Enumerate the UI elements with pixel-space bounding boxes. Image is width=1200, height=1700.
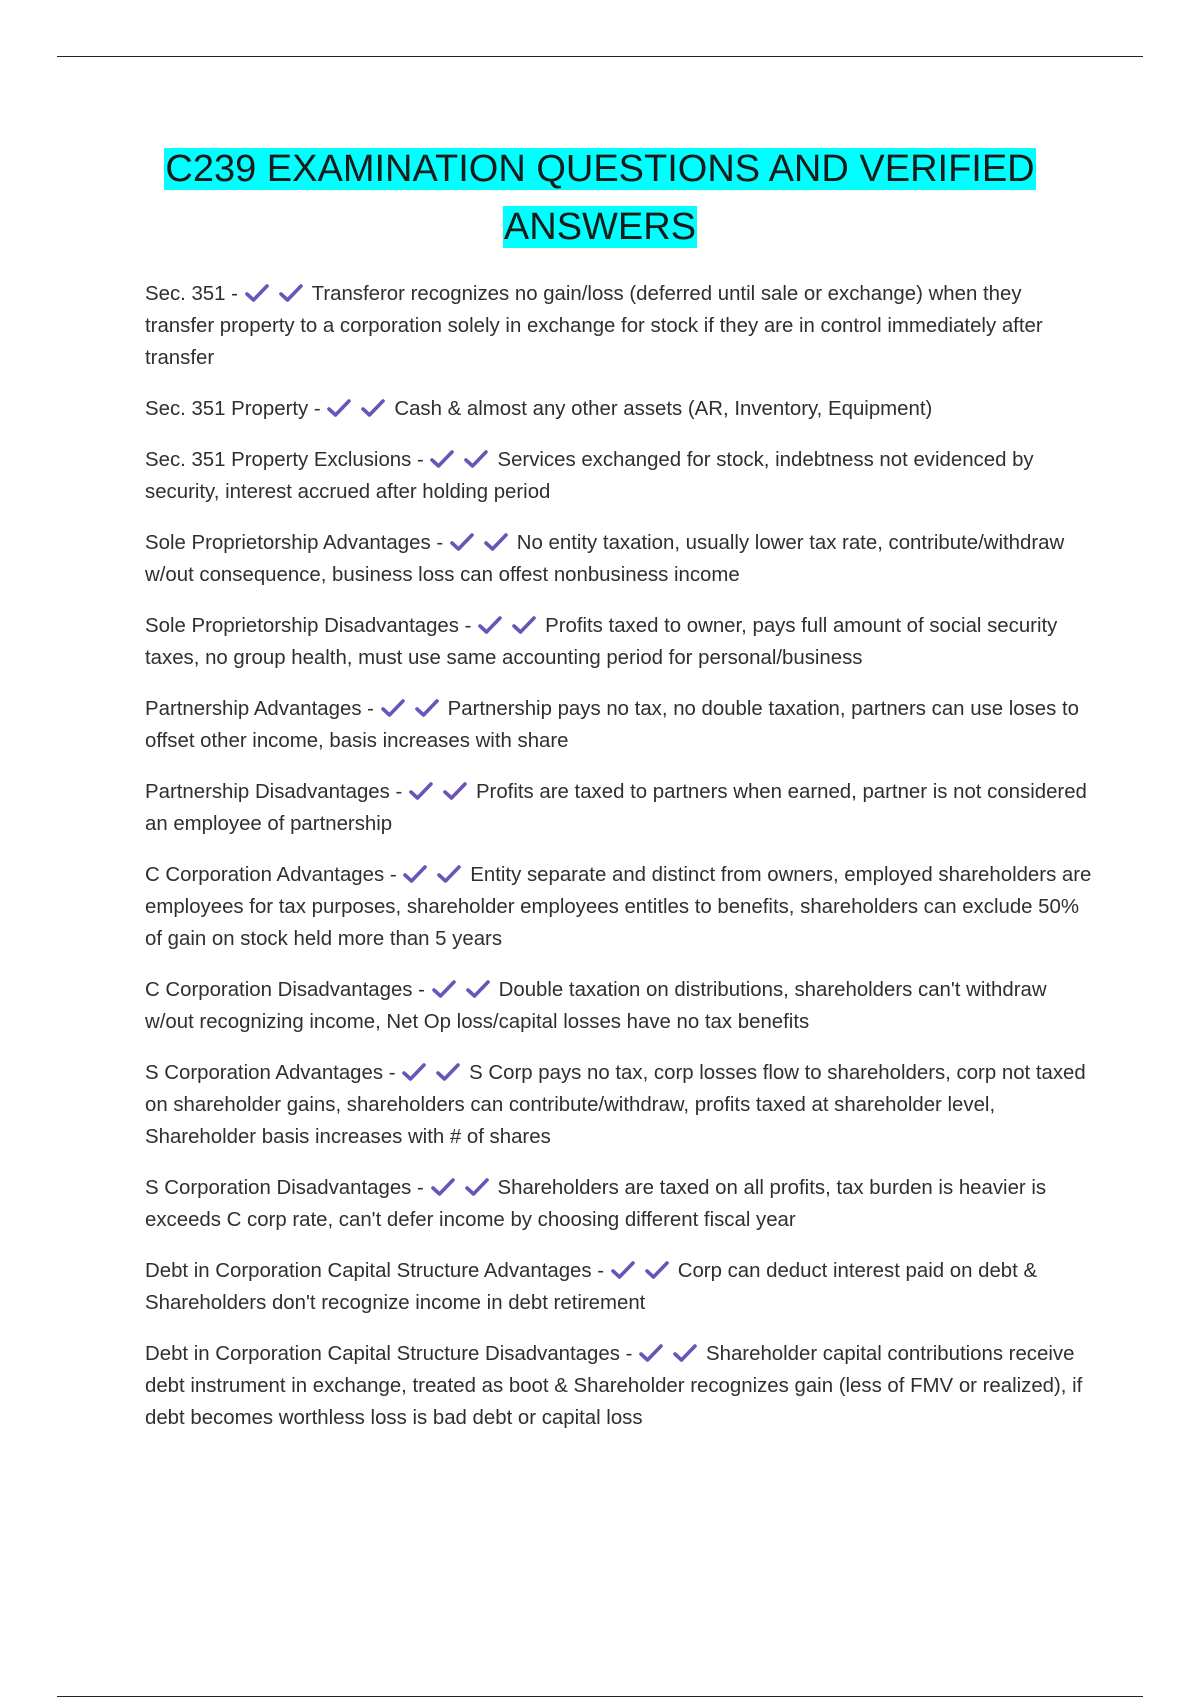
entry-term: Partnership Advantages — [145, 698, 362, 720]
qa-list — [145, 278, 1095, 1453]
qa-entry: Sole Proprietorship Disadvantages - Profits taxed to owner, pays full amount of social security taxes, no group health, must use same accounting period for personal/business — [145, 615, 1058, 669]
entry-definition: Double taxation on distributions, shareholders can't withdraw w/out recognizing income, Net Op loss/capital losses have no tax benefits — [145, 979, 1047, 1033]
check-icon — [380, 698, 406, 718]
entry-definition: S Corp pays no tax, corp losses flow to shareholders, corp not taxed on shareholder gains, shareholders can contribute/withdraw, profits taxed at shareholder level, Shareholder basis increases with # of shares — [145, 1062, 1086, 1148]
check-icon — [463, 449, 489, 469]
entry-definition: No entity taxation, usually lower tax rate, contribute/withdraw w/out consequence, business loss can offest nonbusiness income — [145, 532, 1065, 586]
check-icon — [429, 449, 455, 469]
check-icon — [278, 283, 304, 303]
entry-term: C Corporation Disadvantages — [145, 979, 413, 1001]
qa-entry: S Corporation Disadvantages - Shareholders are taxed on all profits, tax burden is heavier is exceeds C corp rate, can't defer income by choosing different fiscal year — [145, 1177, 1047, 1231]
check-icon — [442, 781, 468, 801]
entry-term: Debt in Corporation Capital Structure Advantages — [145, 1260, 592, 1282]
qa-entry: C Corporation Disadvantages - Double taxation on distributions, shareholders can't withdraw w/out recognizing income, Net Op loss/capital losses have no tax benefits — [145, 979, 1047, 1033]
check-icon — [477, 615, 503, 635]
entry-term: C Corporation Advantages — [145, 864, 385, 886]
check-icon — [511, 615, 537, 635]
entry-term: S Corporation Advantages — [145, 1062, 384, 1084]
qa-entry: Sec. 351 Property Exclusions - Services exchanged for stock, indebtness not evidenced by security, interest accrued after holding period — [145, 449, 1034, 503]
title-line-1: C239 EXAMINATION QUESTIONS AND VERIFIED — [165, 148, 1035, 190]
check-icon — [430, 1177, 456, 1197]
entry-definition: Corp can deduct interest paid on debt & Shareholders don't recognize income in debt retirement — [145, 1260, 1038, 1314]
qa-entry: Sec. 351 Property - Cash & almost any other assets (AR, Inventory, Equipment) — [145, 398, 933, 420]
qa-entry: Partnership Advantages - Partnership pays no tax, no double taxation, partners can use loses to offset other income, basis increases with share — [145, 698, 1080, 752]
check-icon — [408, 781, 434, 801]
check-icon — [414, 698, 440, 718]
check-icon — [244, 283, 270, 303]
entry-definition: Cash & almost any other assets (AR, Inventory, Equipment) — [394, 398, 933, 420]
check-icon — [401, 1062, 427, 1082]
entry-term: Sec. 351 Property Exclusions — [145, 449, 412, 471]
check-icon — [483, 532, 509, 552]
qa-entry: Partnership Disadvantages - Profits are taxed to partners when earned, partner is not considered an employee of partnership — [145, 781, 1087, 835]
entry-definition: Profits taxed to owner, pays full amount of social security taxes, no group health, must use same accounting period for personal/business — [145, 615, 1058, 669]
entry-term: Partnership Disadvantages — [145, 781, 390, 803]
title-line-2: ANSWERS — [503, 206, 697, 248]
check-icon — [402, 864, 428, 884]
check-icon — [465, 979, 491, 999]
header-rule — [57, 56, 1143, 57]
entry-term: Sole Proprietorship Advantages — [145, 532, 431, 554]
check-icon — [638, 1343, 664, 1363]
entry-definition: Partnership pays no tax, no double taxation, partners can use loses to offset other income, basis increases with share — [145, 698, 1080, 752]
entry-definition: Transferor recognizes no gain/loss (deferred until sale or exchange) when they transfer property to a corporation solely in exchange for stock if they are in control immediately after transfer — [145, 283, 1043, 369]
entry-definition: Entity separate and distinct from owners, employed shareholders are employees for tax purposes, shareholder employees entitles to benefits, shareholders can exclude 50% of gain on stock held more than 5 years — [145, 864, 1092, 950]
check-icon — [672, 1343, 698, 1363]
check-icon — [436, 864, 462, 884]
check-icon — [449, 532, 475, 552]
check-icon — [644, 1260, 670, 1280]
entry-definition: Profits are taxed to partners when earned, partner is not considered an employee of partnership — [145, 781, 1087, 835]
entry-definition: Shareholders are taxed on all profits, tax burden is heavier is exceeds C corp rate, can't defer income by choosing different fiscal year — [145, 1177, 1047, 1231]
entry-term: Sec. 351 — [145, 283, 226, 305]
document-title — [100, 140, 1100, 256]
qa-entry: Sec. 351 - Transferor recognizes no gain/loss (deferred until sale or exchange) when they transfer property to a corporation solely in exchange for stock if they are in control immediately after transfer — [145, 283, 1043, 369]
check-icon — [360, 398, 386, 418]
qa-entry: S Corporation Advantages - S Corp pays no tax, corp losses flow to shareholders, corp not taxed on shareholder gains, shareholders can contribute/withdraw, profits taxed at shareholder level, Shareholder basis increases with # of shares — [145, 1062, 1086, 1148]
entry-definition: Services exchanged for stock, indebtness not evidenced by security, interest accrued after holding period — [145, 449, 1034, 503]
entry-term: Sec. 351 Property — [145, 398, 309, 420]
entry-term: S Corporation Disadvantages — [145, 1177, 412, 1199]
qa-entry: C Corporation Advantages - Entity separate and distinct from owners, employed shareholders are employees for tax purposes, shareholder employees entitles to benefits, shareholders can exclude 50% of gain on stock held more than 5 years — [145, 864, 1092, 950]
entry-term: Sole Proprietorship Disadvantages — [145, 615, 459, 637]
check-icon — [326, 398, 352, 418]
check-icon — [464, 1177, 490, 1197]
qa-entry: Debt in Corporation Capital Structure Advantages - Corp can deduct interest paid on debt & Shareholders don't recognize income in debt retirement — [145, 1260, 1038, 1314]
qa-entry: Sole Proprietorship Advantages - No entity taxation, usually lower tax rate, contribute/withdraw w/out consequence, business loss can offest nonbusiness income — [145, 532, 1065, 586]
entry-definition: Shareholder capital contributions receive debt instrument in exchange, treated as boot & Shareholder recognizes gain (less of FMV or realized), if debt becomes worthless loss is bad debt or capital loss — [145, 1343, 1083, 1429]
qa-entry: Debt in Corporation Capital Structure Disadvantages - Shareholder capital contributions receive debt instrument in exchange, treated as boot & Shareholder recognizes gain (less of FMV or realized), if debt becomes worthless loss is bad debt or capital loss — [145, 1343, 1083, 1429]
check-icon — [431, 979, 457, 999]
footer-rule — [57, 1696, 1143, 1697]
check-icon — [435, 1062, 461, 1082]
entry-term: Debt in Corporation Capital Structure Disadvantages — [145, 1343, 620, 1365]
check-icon — [610, 1260, 636, 1280]
